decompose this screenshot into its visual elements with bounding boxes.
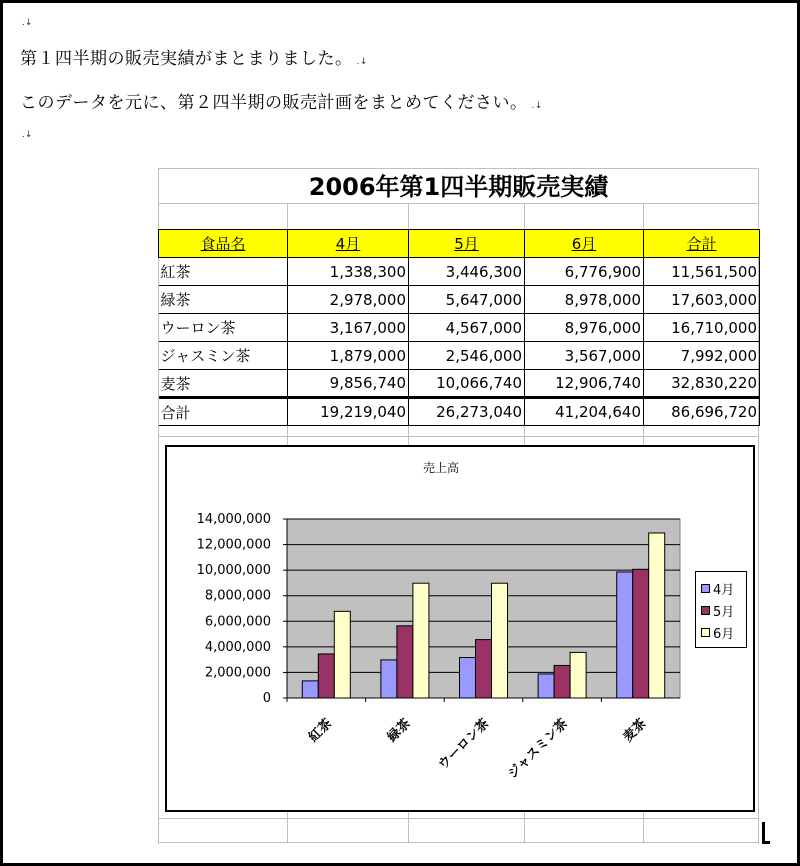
table-row (159, 370, 760, 398)
legend-label: 6月 (713, 627, 735, 642)
table-cell[interactable]: 86,696,720 (644, 398, 760, 426)
table-cell[interactable]: 26,273,040 (409, 398, 525, 426)
bar (318, 654, 334, 698)
paragraph-mark: .↓ (22, 18, 33, 28)
grid-line (408, 204, 409, 229)
line1-text: 第１四半期の販売実績がまとまりました。 (20, 49, 353, 69)
header-june[interactable]: 6月 (525, 230, 644, 258)
bar (460, 658, 476, 698)
table-cell[interactable]: 3,167,000 (288, 314, 409, 342)
grid-line (643, 812, 644, 842)
table-cell[interactable]: 7,992,000 (644, 342, 760, 370)
grid-line (287, 204, 288, 229)
bar (554, 665, 570, 698)
table-cell[interactable]: 9,856,740 (288, 370, 409, 398)
table-cell[interactable]: 11,561,500 (644, 258, 760, 286)
y-tick-label: 8,000,000 (204, 588, 271, 604)
header-product[interactable]: 食品名 (159, 230, 288, 258)
table-cell[interactable]: 41,204,640 (525, 398, 644, 426)
table-cell[interactable]: 8,978,000 (525, 286, 644, 314)
table-cell[interactable]: 2,978,000 (288, 286, 409, 314)
x-tick-label: ウーロン茶 (435, 716, 493, 773)
table-cell[interactable]: 麦茶 (159, 370, 288, 398)
table-cell[interactable]: 1,338,300 (288, 258, 409, 286)
grid-line (158, 436, 759, 437)
table-cell[interactable]: 8,976,000 (525, 314, 644, 342)
text-cursor (762, 822, 765, 844)
table-cell[interactable]: 12,906,740 (525, 370, 644, 398)
table-cell[interactable]: 緑茶 (159, 286, 288, 314)
sheet-title: 2006年第1四半期販売実績 (158, 168, 759, 204)
chart-legend[interactable] (695, 571, 747, 648)
grid-line (408, 812, 409, 842)
legend-swatch (701, 584, 710, 593)
table-row (159, 258, 760, 286)
y-tick-label: 2,000,000 (204, 665, 271, 681)
sales-table[interactable] (158, 229, 760, 426)
paragraph-mark: .↓ (531, 101, 543, 111)
bar (302, 681, 318, 698)
legend-item (701, 579, 734, 598)
header-may[interactable]: 5月 (409, 230, 525, 258)
table-cell[interactable]: 17,603,000 (644, 286, 760, 314)
x-tick-label: 紅茶 (306, 716, 336, 746)
bar (381, 660, 397, 698)
line2-text: このデータを元に、第２四半期の販売計画をまとめてください。 (20, 93, 528, 113)
grid-line (287, 812, 288, 842)
legend-swatch (701, 606, 710, 615)
bar (617, 572, 633, 698)
bar (492, 583, 508, 698)
table-cell[interactable]: 3,446,300 (409, 258, 525, 286)
table-cell[interactable]: 5,647,000 (409, 286, 525, 314)
table-row (159, 342, 760, 370)
grid-line (643, 204, 644, 229)
chart-title: 売上高 (422, 461, 460, 475)
total-row (159, 398, 760, 426)
table-cell[interactable]: 16,710,000 (644, 314, 760, 342)
header-total[interactable]: 合計 (644, 230, 760, 258)
document-line-1[interactable] (20, 44, 368, 69)
legend-swatch (701, 628, 710, 637)
table-cell[interactable]: 32,830,220 (644, 370, 760, 398)
table-cell[interactable]: 2,546,000 (409, 342, 525, 370)
table-cell[interactable]: 紅茶 (159, 258, 288, 286)
y-tick-label: 4,000,000 (204, 639, 271, 655)
legend-item (701, 601, 734, 620)
table-cell[interactable]: ジャスミン茶 (159, 342, 288, 370)
table-cell[interactable]: 4,567,000 (409, 314, 525, 342)
header-april[interactable]: 4月 (288, 230, 409, 258)
table-cell[interactable]: 19,219,040 (288, 398, 409, 426)
table-cell[interactable]: 3,567,000 (525, 342, 644, 370)
y-tick-label: 12,000,000 (196, 537, 271, 553)
table-cell[interactable]: 合計 (159, 398, 288, 426)
x-tick-label: 緑茶 (384, 716, 414, 746)
table-cell[interactable]: ウーロン茶 (159, 314, 288, 342)
bar (334, 611, 350, 698)
table-row (159, 286, 760, 314)
table-cell[interactable]: 10,066,740 (409, 370, 525, 398)
paragraph-mark: .↓ (22, 130, 33, 140)
bar (413, 583, 429, 698)
document-line-2[interactable] (20, 88, 543, 113)
table-row (159, 314, 760, 342)
table-cell[interactable]: 6,776,900 (525, 258, 644, 286)
paragraph-mark: .↓ (356, 57, 368, 67)
legend-label: 5月 (713, 605, 735, 620)
grid-line (158, 842, 759, 843)
y-tick-label: 0 (262, 691, 271, 706)
y-tick-label: 14,000,000 (196, 512, 271, 527)
x-tick-label: ジャスミン茶 (505, 716, 571, 782)
bar (397, 626, 413, 698)
legend-label: 4月 (713, 583, 735, 598)
table-header-row (159, 230, 760, 258)
bar (476, 640, 492, 698)
grid-line (524, 812, 525, 842)
bar (538, 674, 554, 698)
bar (649, 533, 665, 698)
chart-canvas (167, 447, 753, 810)
bar (633, 569, 649, 698)
y-tick-label: 6,000,000 (204, 614, 271, 630)
sales-chart[interactable] (165, 445, 755, 812)
table-cell[interactable]: 1,879,000 (288, 342, 409, 370)
grid-line (524, 204, 525, 229)
y-tick-label: 10,000,000 (196, 563, 271, 579)
legend-item (701, 623, 734, 642)
grid-line (158, 818, 759, 819)
bar (570, 652, 586, 698)
x-tick-label: 麦茶 (620, 716, 650, 746)
